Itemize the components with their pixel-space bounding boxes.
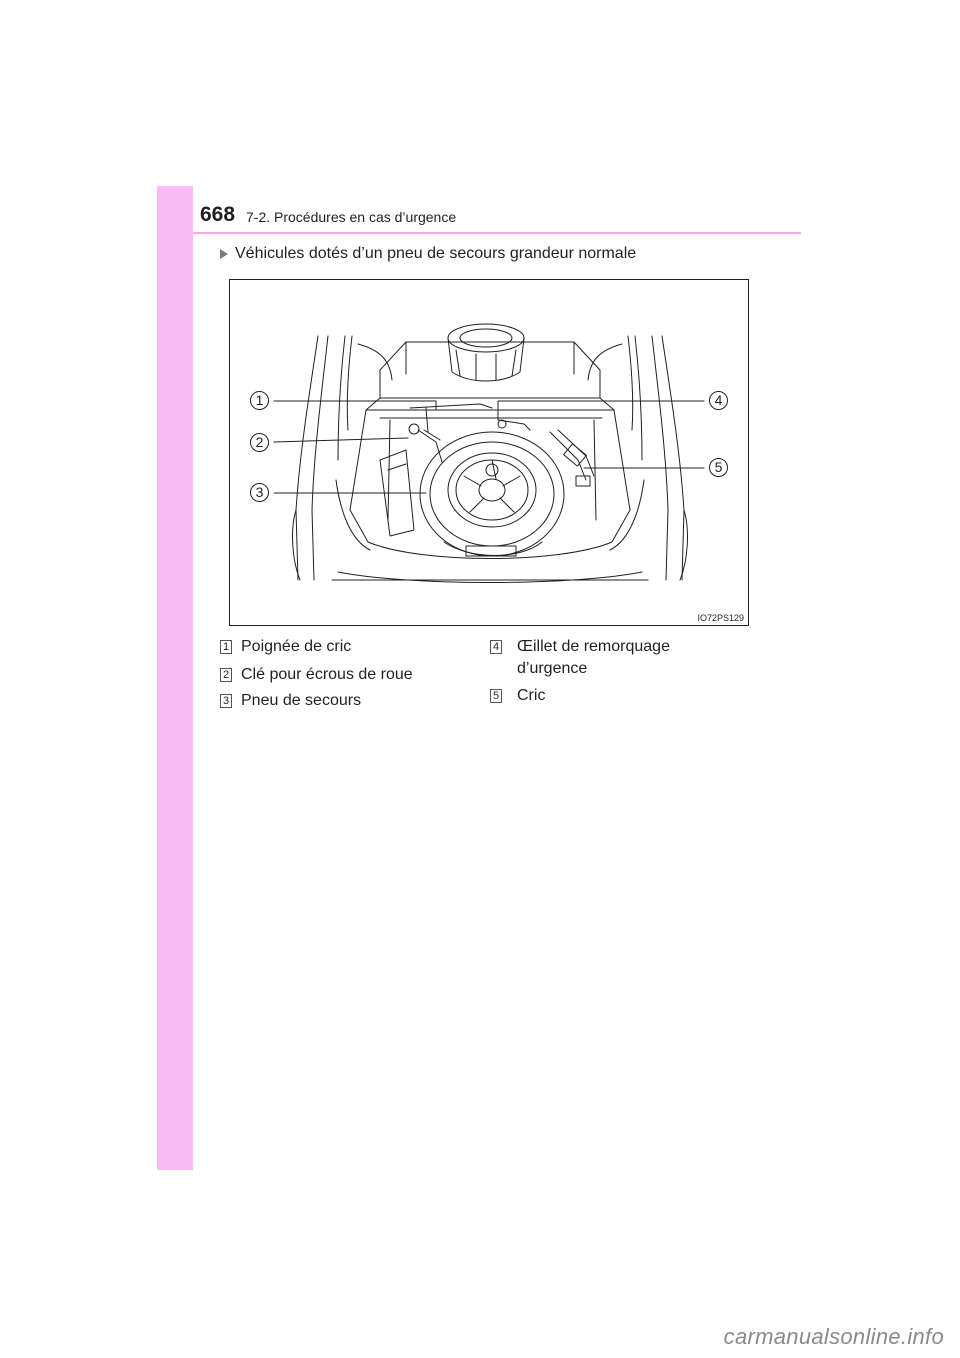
section-title: 7-2. Procédures en cas d’urgence [246, 209, 457, 225]
page-number: 668 [200, 203, 236, 226]
legend-number-5: 5 [490, 689, 502, 703]
callout-2: 2 [250, 433, 269, 452]
legend-item-3: Pneu de secours [241, 692, 362, 709]
legend-number-1: 1 [220, 640, 232, 654]
watermark: carmanualsonline.info [723, 1324, 944, 1349]
legend-item-1: Poignée de cric [241, 638, 352, 655]
callout-1: 1 [250, 391, 269, 410]
subheading-text: Véhicules dotés d’un pneu de secours grandeur normale [235, 245, 637, 262]
header-rule [193, 232, 801, 234]
callout-4: 4 [709, 391, 728, 410]
legend-item-2: Clé pour écrous de roue [241, 666, 413, 683]
legend-item-5: Cric [517, 687, 546, 704]
side-tab-strip [157, 186, 193, 1170]
callout-3: 3 [250, 483, 269, 502]
legend-number-2: 2 [220, 668, 232, 682]
triangle-bullet-icon [220, 249, 228, 259]
trunk-drawing [230, 280, 749, 626]
callout-5: 5 [709, 458, 728, 477]
legend-item-4-continued: d’urgence [517, 660, 588, 677]
figure-code: IO72PS129 [697, 613, 744, 623]
subheading [220, 245, 636, 263]
legend-number-4: 4 [490, 640, 502, 654]
trunk-illustration [229, 279, 749, 626]
legend-item-4: Œillet de remorquage [517, 638, 670, 655]
legend-number-3: 3 [220, 694, 232, 708]
